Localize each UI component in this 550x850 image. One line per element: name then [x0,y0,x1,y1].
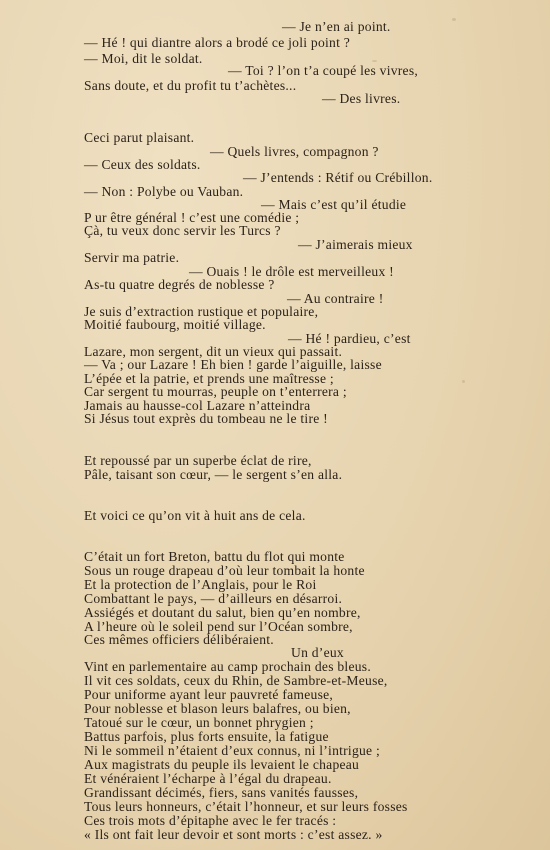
verse-line: — Va ; our Lazare ! Eh bien ! garde l’aiguille, laisse [84,357,382,372]
verse-line: — Ouais ! le drôle est merveilleux ! [189,264,394,279]
verse-line: Pour uniforme ayant leur pauvreté fameuse, [84,687,334,702]
verse-line: Ces trois mots d’épitaphe avec le fer tracés : [84,813,337,828]
paper-speck [452,18,456,21]
verse-line: Lazare, mon sergent, dit un vieux qui passait. [84,344,343,359]
verse-line: Si Jésus tout exprès du tombeau ne le tire ! [84,411,328,426]
verse-line: Servir ma patrie. [84,250,180,265]
verse-line: P ur être général ! c’est une comédie ; [84,210,300,225]
verse-line: Il vit ces soldats, ceux du Rhin, de Sambre-et-Meuse, [84,673,388,688]
verse-line: — Toi ? l’on t’a coupé les vivres, [228,63,419,78]
verse-line: Je suis d’extraction rustique et populaire, [84,304,319,319]
verse-line: « Ils ont fait leur devoir et sont morts : c’est assez. » [84,827,383,842]
verse-line: C’était un fort Breton, battu du flot qui monte [84,549,345,564]
verse-line: As-tu quatre degrés de noblesse ? [84,277,275,292]
verse-line: — Mais c’est qu’il étudie [261,197,407,212]
verse-line: — Au contraire ! [287,291,384,306]
verse-line: Et la protection de l’Anglais, pour le Roi [84,577,317,592]
verse-line: Vint en parlementaire au camp prochain des bleus. [84,659,371,674]
verse-line: — Des livres. [322,91,401,106]
verse-line: Moitié faubourg, moitié village. [84,317,266,332]
verse-line: — Hé ! qui diantre alors a brodé ce joli point ? [84,35,351,50]
verse-line: Et repoussé par un superbe éclat de rire, [84,453,312,468]
verse-line: — Quels livres, compagnon ? [210,144,379,159]
verse-line: — Ceux des soldats. [84,157,201,172]
verse-line: — Hé ! pardieu, c’est [288,331,411,346]
verse-line: Assiégés et doutant du salut, bien qu’en nombre, [84,605,361,620]
verse-line: Et voici ce qu’on vit à huit ans de cela. [84,508,306,523]
verse-line: — J’aimerais mieux [298,237,413,252]
verse-line: Battus parfois, plus forts ensuite, la fatigue [84,729,329,744]
verse-line: — J’entends : Rétif ou Crébillon. [243,170,433,185]
verse-line: Combattant le pays, — d’ailleurs en désarroi. [84,591,343,606]
verse-line: Tous leurs honneurs, c’était l’honneur, et sur leurs fosses [84,799,408,814]
verse-line: Aux magistrats du peuple ils levaient le chapeau [84,757,360,772]
paper-speck [372,60,377,62]
verse-line: Pour noblesse et blason leurs balafres, ou bien, [84,701,351,716]
verse-line: Ceci parut plaisant. [84,130,195,145]
verse-line: Çà, tu veux donc servir les Turcs ? [84,223,281,238]
verse-line: Sous un rouge drapeau d’où leur tombait la honte [84,563,365,578]
verse-line: Grandissant décimés, fiers, sans vanités fausses, [84,785,359,800]
verse-line: Sans doute, et du profit tu t’achètes... [84,78,297,93]
verse-line: Ces mêmes officiers délibéraient. [84,632,274,647]
verse-line: Jamais au hausse-col Lazare n’atteindra [84,398,311,413]
verse-line: — Moi, dit le soldat. [84,51,203,66]
verse-line: Pâle, taisant son cœur, — le sergent s’en alla. [84,467,343,482]
verse-line: A l’heure où le soleil pend sur l’Océan sombre, [84,619,353,634]
verse-line: Ni le sommeil n’étaient d’eux connus, ni l’intrigue ; [84,743,381,758]
verse-line: L’épée et la patrie, et prends une maîtresse ; [84,371,334,386]
verse-line: — Je n’en ai point. [282,19,391,34]
verse-line: Tatoué sur le cœur, un bonnet phrygien ; [84,715,314,730]
verse-line: Et vénéraient l’écharpe à l’égal du drapeau. [84,771,332,786]
verse-line: Un d’eux [291,645,344,660]
verse-line: — Non : Polybe ou Vauban. [84,184,244,199]
paper-speck [462,380,465,383]
verse-line: Car sergent tu mourras, peuple on t’enterrera ; [84,384,347,399]
